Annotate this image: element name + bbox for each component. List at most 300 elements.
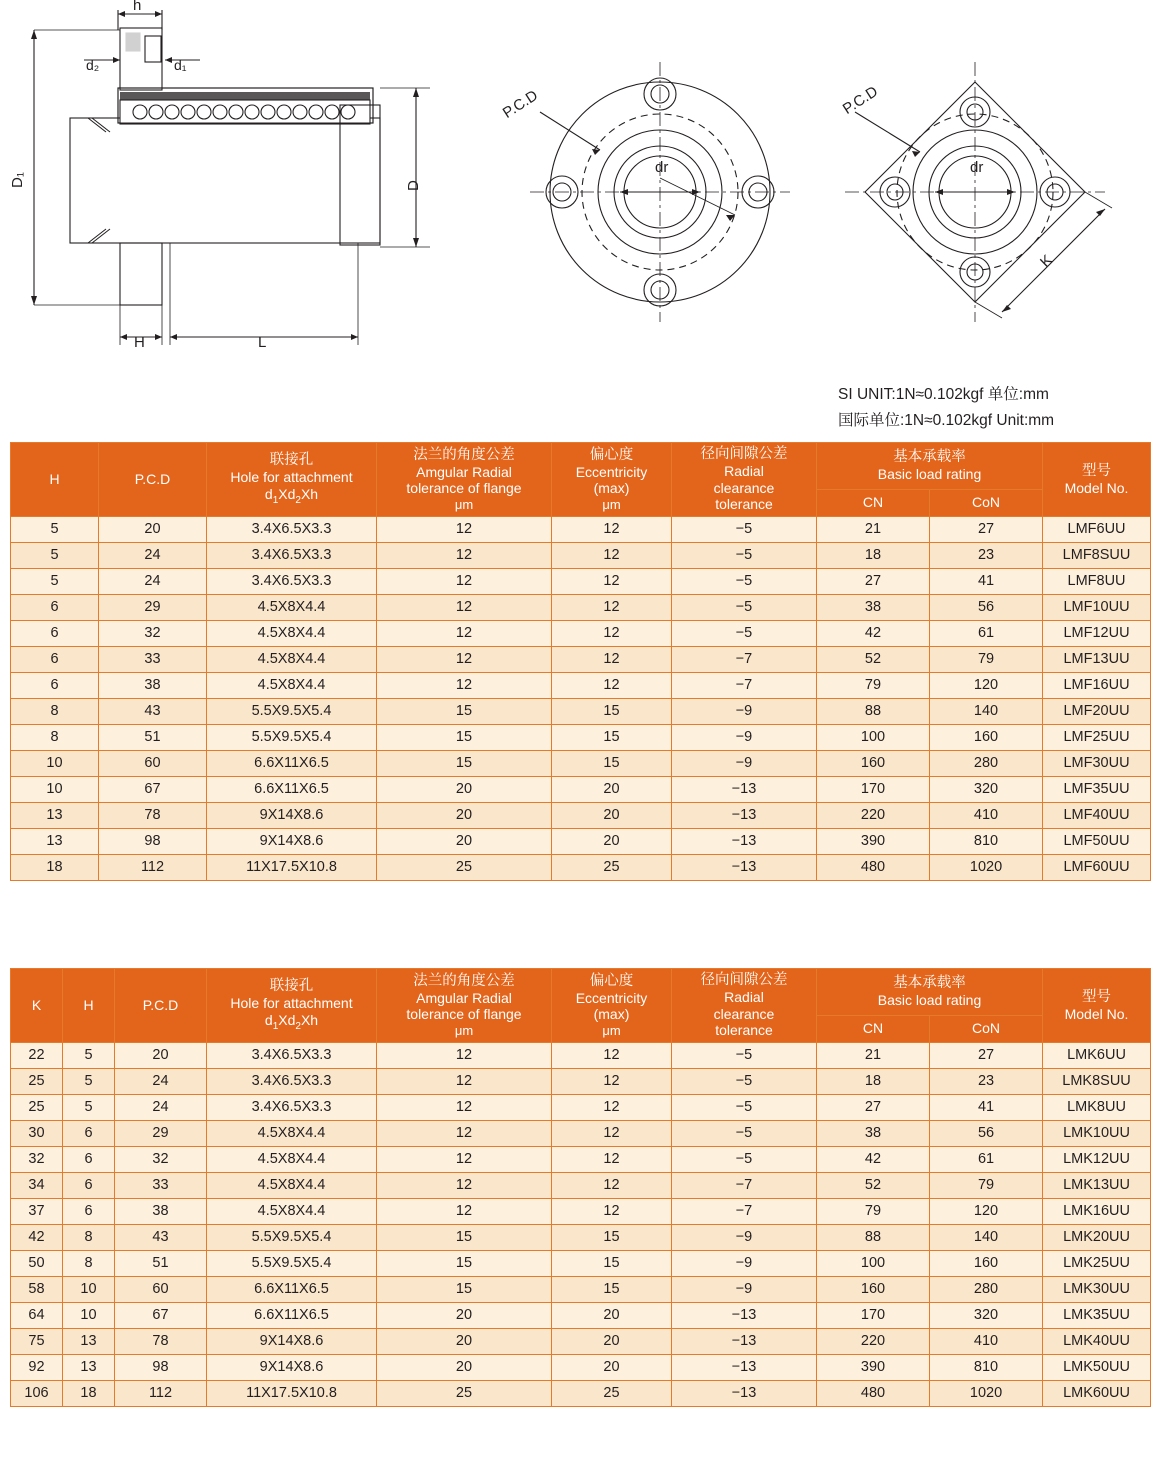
th-ecc-en: Eccentricity (575, 463, 648, 480)
cell-model: LMF60UU (1043, 854, 1151, 880)
cell-h: 8 (11, 724, 99, 750)
cell-cn: 52 (817, 646, 930, 672)
cell-h: 13 (63, 1328, 115, 1354)
cell-h: 6 (11, 672, 99, 698)
cell-ecc: 12 (552, 1094, 672, 1120)
cell-pcd: 98 (115, 1354, 207, 1380)
th-ecc-max: (max) (593, 480, 630, 497)
cell-ecc: 20 (552, 802, 672, 828)
table-row (11, 1328, 1151, 1354)
th-load-cn: 基本承载率 (893, 449, 966, 465)
table-row (11, 724, 1151, 750)
cell-k: 32 (11, 1146, 63, 1172)
th-hole-code: $d_1Xd_2Xh$ (264, 485, 319, 506)
th-hole-cn: 联接孔 (269, 452, 314, 469)
square-flange-view (845, 62, 1112, 322)
cell-pcd: 38 (99, 672, 207, 698)
th-ecc (552, 443, 672, 517)
cell-h: 10 (63, 1302, 115, 1328)
cell-hole: 5.5X9.5X5.4 (207, 1250, 377, 1276)
cell-rad: −9 (672, 1276, 817, 1302)
cell-ecc: 15 (552, 1250, 672, 1276)
label-d1: d₁ (174, 57, 187, 73)
cell-pcd: 78 (115, 1328, 207, 1354)
cell-con: 140 (930, 698, 1043, 724)
th2-h: H (63, 969, 115, 1043)
table-row (11, 802, 1151, 828)
table-row (11, 1354, 1151, 1380)
cell-ecc: 15 (552, 1276, 672, 1302)
cell-cn: 27 (817, 568, 930, 594)
cell-model: LMK50UU (1043, 1354, 1151, 1380)
th-load-en: Basic load rating (877, 466, 982, 483)
th2-ecc (552, 969, 672, 1043)
table-row (11, 828, 1151, 854)
table-row (11, 1302, 1151, 1328)
cell-model: LMK12UU (1043, 1146, 1151, 1172)
label-D1: D₁ (9, 172, 26, 188)
cell-hole: 4.5X8X4.4 (207, 672, 377, 698)
cell-k: 75 (11, 1328, 63, 1354)
cell-model: LMK25UU (1043, 1250, 1151, 1276)
cell-k: 92 (11, 1354, 63, 1380)
cell-hole: 4.5X8X4.4 (207, 1146, 377, 1172)
th-radial (672, 443, 817, 517)
cell-con: 1020 (930, 1380, 1043, 1406)
label-dr-round: dr (655, 159, 669, 176)
spec-table-lmk (10, 968, 1151, 1407)
cell-model: LMK13UU (1043, 1172, 1151, 1198)
table-row (11, 854, 1151, 880)
cell-pcd: 43 (99, 698, 207, 724)
cell-model: LMF16UU (1043, 672, 1151, 698)
cell-hole: 5.5X9.5X5.4 (207, 724, 377, 750)
th-hole (207, 443, 377, 517)
cell-hole: 4.5X8X4.4 (207, 1198, 377, 1224)
unit-note-line1: SI UNIT:1N≈0.102kgf 单位:mm (838, 386, 1049, 403)
cell-k: 34 (11, 1172, 63, 1198)
cell-rad: −5 (672, 1068, 817, 1094)
cell-rad: −13 (672, 1354, 817, 1380)
cell-k: 22 (11, 1042, 63, 1068)
table1-body (11, 516, 1151, 880)
cell-cn: 88 (817, 698, 930, 724)
cell-rad: −5 (672, 1146, 817, 1172)
cell-model: LMK6UU (1043, 1042, 1151, 1068)
cell-pcd: 20 (99, 516, 207, 542)
cell-hole: 3.4X6.5X3.3 (207, 1068, 377, 1094)
table-row (11, 516, 1151, 542)
cell-hole: 6.6X11X6.5 (207, 1302, 377, 1328)
cell-pcd: 51 (115, 1250, 207, 1276)
cell-ang: 15 (377, 724, 552, 750)
cell-k: 37 (11, 1198, 63, 1224)
cell-rad: −5 (672, 594, 817, 620)
th2-radial (672, 969, 817, 1043)
cell-hole: 3.4X6.5X3.3 (207, 1094, 377, 1120)
table-row (11, 1250, 1151, 1276)
cell-hole: 4.5X8X4.4 (207, 1120, 377, 1146)
th-hole-en: Hole for attachment (230, 469, 353, 486)
cell-con: 61 (930, 620, 1043, 646)
cell-hole: 4.5X8X4.4 (207, 594, 377, 620)
cell-con: 23 (930, 1068, 1043, 1094)
cell-ang: 20 (377, 776, 552, 802)
drawings-svg (0, 0, 1160, 380)
th-angular (377, 443, 552, 517)
cell-rad: −5 (672, 620, 817, 646)
cell-con: 410 (930, 802, 1043, 828)
cell-ecc: 12 (552, 568, 672, 594)
cell-h: 6 (63, 1120, 115, 1146)
th-radial-en2: clearance (713, 479, 775, 496)
th-angular-en2: tolerance of flange (406, 480, 522, 497)
cell-cn: 390 (817, 1354, 930, 1380)
cell-rad: −7 (672, 672, 817, 698)
cell-pcd: 67 (99, 776, 207, 802)
cell-con: 41 (930, 1094, 1043, 1120)
cell-ecc: 12 (552, 1146, 672, 1172)
cell-ang: 15 (377, 1250, 552, 1276)
table-row (11, 594, 1151, 620)
table-row (11, 1224, 1151, 1250)
cell-model: LMK16UU (1043, 1198, 1151, 1224)
cell-con: 56 (930, 594, 1043, 620)
cell-ecc: 12 (552, 1042, 672, 1068)
cell-pcd: 60 (99, 750, 207, 776)
unit-note-line2: 国际单位:1N≈0.102kgf Unit:mm (838, 411, 1055, 429)
cell-ecc: 12 (552, 594, 672, 620)
th-con: CoN (930, 489, 1043, 516)
cell-rad: −5 (672, 1094, 817, 1120)
label-pcd-round: P.C.D (499, 86, 542, 122)
cell-model: LMK40UU (1043, 1328, 1151, 1354)
th2-load (817, 969, 1043, 1016)
cell-model: LMF50UU (1043, 828, 1151, 854)
cell-con: 79 (930, 646, 1043, 672)
cell-pcd: 24 (99, 568, 207, 594)
cell-h: 6 (11, 620, 99, 646)
cell-cn: 79 (817, 672, 930, 698)
cell-ang: 12 (377, 672, 552, 698)
cell-cn: 21 (817, 516, 930, 542)
cell-cn: 160 (817, 750, 930, 776)
cell-pcd: 20 (115, 1042, 207, 1068)
cell-k: 58 (11, 1276, 63, 1302)
cell-cn: 160 (817, 1276, 930, 1302)
cell-pcd: 112 (99, 854, 207, 880)
cell-hole: 3.4X6.5X3.3 (207, 568, 377, 594)
cell-con: 410 (930, 1328, 1043, 1354)
table-row (11, 1068, 1151, 1094)
cell-ecc: 25 (552, 1380, 672, 1406)
cell-cn: 170 (817, 776, 930, 802)
cell-con: 320 (930, 776, 1043, 802)
cell-ang: 12 (377, 646, 552, 672)
cell-pcd: 33 (99, 646, 207, 672)
cell-con: 280 (930, 1276, 1043, 1302)
cell-h: 6 (63, 1198, 115, 1224)
cell-con: 79 (930, 1172, 1043, 1198)
cell-cn: 390 (817, 828, 930, 854)
cell-rad: −13 (672, 776, 817, 802)
cell-hole: 4.5X8X4.4 (207, 1172, 377, 1198)
th2-ecc-unit: μm (602, 1022, 621, 1038)
cell-pcd: 29 (115, 1120, 207, 1146)
cell-con: 41 (930, 568, 1043, 594)
cell-hole: 9X14X8.6 (207, 1354, 377, 1380)
cell-rad: −13 (672, 802, 817, 828)
cell-ecc: 15 (552, 750, 672, 776)
technical-drawings (0, 0, 1160, 380)
th-cn: CN (817, 489, 930, 516)
th2-ecc-en: Eccentricity (575, 989, 648, 1006)
table2-body (11, 1042, 1151, 1406)
cell-con: 27 (930, 516, 1043, 542)
cell-ang: 12 (377, 1042, 552, 1068)
cell-con: 140 (930, 1224, 1043, 1250)
table-row (11, 776, 1151, 802)
cell-rad: −9 (672, 750, 817, 776)
cell-cn: 220 (817, 802, 930, 828)
table-row (11, 1120, 1151, 1146)
cell-rad: −9 (672, 698, 817, 724)
cell-ang: 12 (377, 1094, 552, 1120)
cell-h: 6 (11, 594, 99, 620)
cell-pcd: 29 (99, 594, 207, 620)
cell-pcd: 67 (115, 1302, 207, 1328)
cell-model: LMF25UU (1043, 724, 1151, 750)
th2-hole-en: Hole for attachment (230, 995, 353, 1012)
th2-hole-cn: 联接孔 (269, 978, 314, 995)
th2-ecc-max: (max) (593, 1006, 630, 1023)
cell-ecc: 25 (552, 854, 672, 880)
cell-pcd: 32 (115, 1146, 207, 1172)
th2-angular-en2: tolerance of flange (406, 1006, 522, 1023)
table1-header-row-1 (11, 443, 1151, 490)
th2-hole-code: $d_1Xd_2Xh$ (264, 1011, 319, 1032)
cell-hole: 6.6X11X6.5 (207, 1276, 377, 1302)
cell-cn: 42 (817, 620, 930, 646)
th2-radial-en1: Radial (724, 989, 764, 1006)
cell-ang: 20 (377, 1302, 552, 1328)
cell-h: 5 (11, 568, 99, 594)
cell-ang: 15 (377, 1276, 552, 1302)
cell-con: 61 (930, 1146, 1043, 1172)
cell-ang: 12 (377, 1068, 552, 1094)
table-row (11, 672, 1151, 698)
th2-angular-en1: Amgular Radial (416, 989, 512, 1006)
cell-model: LMF8UU (1043, 568, 1151, 594)
cell-hole: 3.4X6.5X3.3 (207, 1042, 377, 1068)
cell-ecc: 12 (552, 1068, 672, 1094)
cell-ang: 25 (377, 854, 552, 880)
spec-table-lmf (10, 442, 1151, 881)
cell-ecc: 15 (552, 1224, 672, 1250)
th-angular-en1: Amgular Radial (416, 463, 512, 480)
th-model (1043, 443, 1151, 517)
cell-ecc: 20 (552, 1302, 672, 1328)
cell-con: 1020 (930, 854, 1043, 880)
cell-pcd: 43 (115, 1224, 207, 1250)
th2-cn: CN (817, 1015, 930, 1042)
th-model-cn: 型号 (1082, 462, 1112, 479)
cell-h: 10 (11, 750, 99, 776)
cell-hole: 4.5X8X4.4 (207, 620, 377, 646)
th-radial-en3: tolerance (715, 496, 773, 513)
th2-radial-en2: clearance (713, 1005, 775, 1022)
table-row (11, 542, 1151, 568)
cell-k: 30 (11, 1120, 63, 1146)
th2-angular (377, 969, 552, 1043)
cell-cn: 52 (817, 1172, 930, 1198)
cell-model: LMK35UU (1043, 1302, 1151, 1328)
cell-hole: 9X14X8.6 (207, 802, 377, 828)
label-d2: d₂ (86, 57, 100, 73)
label-L: L (258, 334, 267, 351)
cell-con: 320 (930, 1302, 1043, 1328)
cell-ang: 12 (377, 620, 552, 646)
cell-k: 42 (11, 1224, 63, 1250)
cell-ang: 12 (377, 1146, 552, 1172)
th-pcd: P.C.D (99, 443, 207, 517)
th2-load-en: Basic load rating (877, 992, 982, 1009)
cell-h: 13 (11, 828, 99, 854)
table-row (11, 1042, 1151, 1068)
th2-model-cn: 型号 (1082, 988, 1112, 1005)
table-row (11, 1198, 1151, 1224)
cell-ecc: 15 (552, 698, 672, 724)
cell-cn: 42 (817, 1146, 930, 1172)
cell-model: LMF40UU (1043, 802, 1151, 828)
cell-ecc: 15 (552, 724, 672, 750)
table2-header-row-1 (11, 969, 1151, 1016)
cell-rad: −13 (672, 1302, 817, 1328)
cell-ecc: 12 (552, 672, 672, 698)
cell-k: 106 (11, 1380, 63, 1406)
cell-h: 6 (63, 1172, 115, 1198)
cell-ang: 12 (377, 516, 552, 542)
cell-h: 18 (11, 854, 99, 880)
th-radial-en1: Radial (724, 463, 764, 480)
cell-pcd: 98 (99, 828, 207, 854)
cell-ang: 15 (377, 698, 552, 724)
cell-h: 8 (63, 1250, 115, 1276)
cell-rad: −9 (672, 724, 817, 750)
cell-h: 8 (63, 1224, 115, 1250)
th2-radial-cn: 径向间隙公差 (700, 972, 788, 988)
cell-h: 6 (63, 1146, 115, 1172)
cell-h: 5 (63, 1068, 115, 1094)
cell-hole: 9X14X8.6 (207, 1328, 377, 1354)
cell-rad: −7 (672, 646, 817, 672)
cell-cn: 18 (817, 1068, 930, 1094)
cell-hole: 3.4X6.5X3.3 (207, 542, 377, 568)
cell-rad: −5 (672, 568, 817, 594)
cell-h: 13 (11, 802, 99, 828)
cell-cn: 170 (817, 1302, 930, 1328)
cell-hole: 11X17.5X10.8 (207, 854, 377, 880)
cell-ecc: 20 (552, 1328, 672, 1354)
cell-h: 13 (63, 1354, 115, 1380)
cell-con: 120 (930, 672, 1043, 698)
cell-ang: 20 (377, 828, 552, 854)
cell-model: LMF12UU (1043, 620, 1151, 646)
table-row (11, 1276, 1151, 1302)
cell-pcd: 33 (115, 1172, 207, 1198)
cell-cn: 480 (817, 1380, 930, 1406)
cell-con: 23 (930, 542, 1043, 568)
cell-h: 5 (63, 1042, 115, 1068)
cell-ang: 12 (377, 568, 552, 594)
cell-ang: 12 (377, 1120, 552, 1146)
cell-pcd: 112 (115, 1380, 207, 1406)
table-row (11, 568, 1151, 594)
cell-ecc: 12 (552, 542, 672, 568)
th-angular-cn: 法兰的角度公差 (413, 446, 515, 463)
cell-ang: 12 (377, 1198, 552, 1224)
label-K: K (1036, 251, 1056, 271)
th-ecc-unit: μm (602, 496, 621, 512)
cell-ecc: 12 (552, 1120, 672, 1146)
th2-ecc-cn: 偏心度 (589, 972, 634, 989)
cell-hole: 4.5X8X4.4 (207, 646, 377, 672)
cell-rad: −13 (672, 1328, 817, 1354)
cell-con: 160 (930, 724, 1043, 750)
th-h: H (11, 443, 99, 517)
th2-k: K (11, 969, 63, 1043)
cell-model: LMK8SUU (1043, 1068, 1151, 1094)
th2-radial-en3: tolerance (715, 1022, 773, 1039)
cell-hole: 11X17.5X10.8 (207, 1380, 377, 1406)
table-row (11, 1172, 1151, 1198)
th2-angular-unit: μm (454, 1022, 474, 1038)
th2-pcd: P.C.D (115, 969, 207, 1043)
cell-rad: −7 (672, 1198, 817, 1224)
cell-con: 280 (930, 750, 1043, 776)
th2-angular-cn: 法兰的角度公差 (413, 972, 515, 989)
cell-cn: 220 (817, 1328, 930, 1354)
cell-ang: 20 (377, 802, 552, 828)
cell-pcd: 78 (99, 802, 207, 828)
cell-pcd: 24 (115, 1068, 207, 1094)
cell-pcd: 38 (115, 1198, 207, 1224)
th2-model-en: Model No. (1064, 1005, 1129, 1022)
table-row (11, 750, 1151, 776)
cell-pcd: 51 (99, 724, 207, 750)
th2-con: CoN (930, 1015, 1043, 1042)
cell-hole: 6.6X11X6.5 (207, 750, 377, 776)
cell-model: LMF35UU (1043, 776, 1151, 802)
th-load (817, 443, 1043, 490)
cell-model: LMF30UU (1043, 750, 1151, 776)
cell-rad: −7 (672, 1172, 817, 1198)
cell-hole: 9X14X8.6 (207, 828, 377, 854)
cell-con: 810 (930, 1354, 1043, 1380)
cell-cn: 79 (817, 1198, 930, 1224)
cell-model: LMK20UU (1043, 1224, 1151, 1250)
cell-k: 50 (11, 1250, 63, 1276)
cell-ang: 25 (377, 1380, 552, 1406)
cell-ecc: 12 (552, 646, 672, 672)
cell-pcd: 32 (99, 620, 207, 646)
cell-model: LMK10UU (1043, 1120, 1151, 1146)
cell-con: 810 (930, 828, 1043, 854)
cell-cn: 18 (817, 542, 930, 568)
table-row (11, 698, 1151, 724)
unit-note (838, 382, 1158, 433)
cell-rad: −13 (672, 828, 817, 854)
